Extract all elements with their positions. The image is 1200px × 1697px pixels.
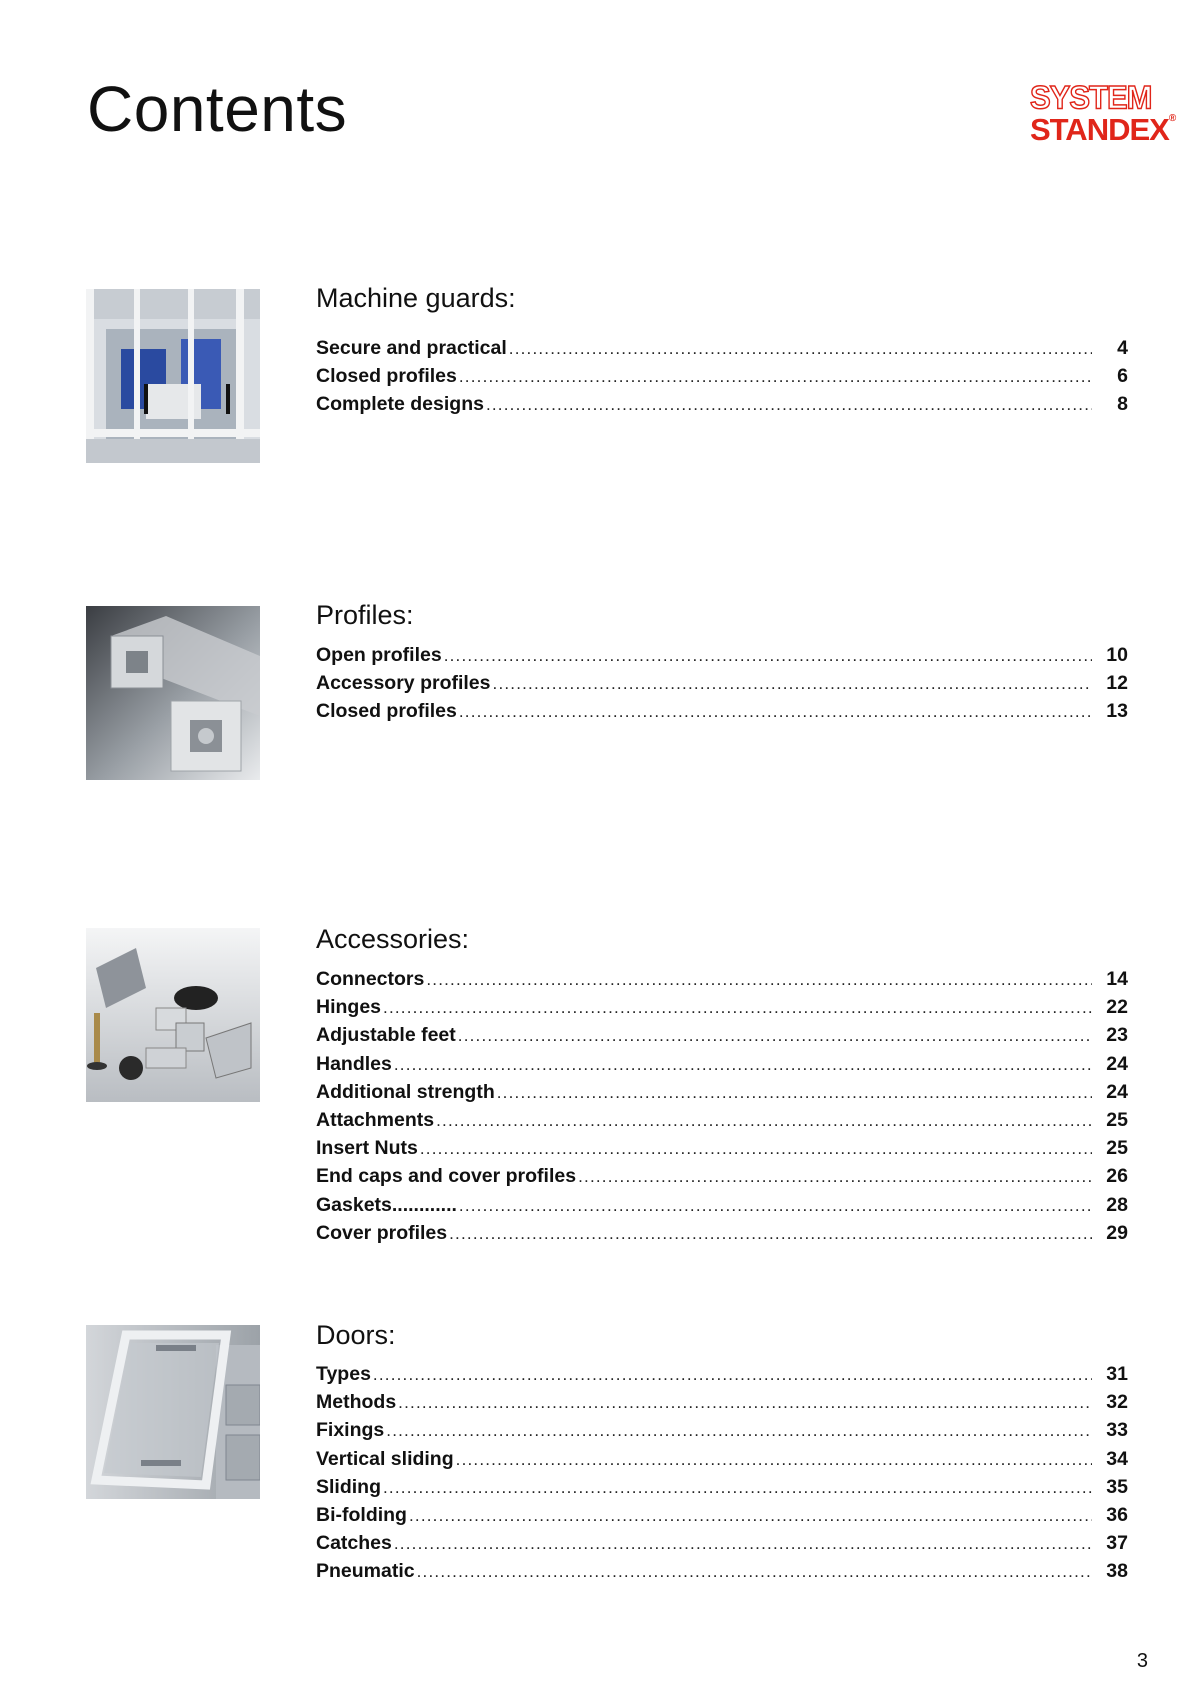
section-title: Accessories: — [316, 924, 470, 954]
toc-entry[interactable]: Pneumatic ..... 38 — [316, 1560, 1128, 1588]
toc-entry[interactable]: Additional strength ..... 24 — [316, 1081, 1128, 1109]
toc-entry[interactable]: Cover profiles ..... 29 — [316, 1222, 1128, 1250]
toc-entry[interactable]: Attachments ..... 25 — [316, 1109, 1128, 1137]
toc-list — [316, 968, 1128, 1250]
logo-line-1: SYSTEM — [1030, 79, 1152, 116]
page-title: Contents — [87, 73, 348, 145]
toc-entry[interactable]: Types ..... 31 — [316, 1363, 1128, 1391]
page-number: 3 — [1136, 1650, 1148, 1672]
section-title: Doors: — [316, 1320, 396, 1350]
toc-entry[interactable]: Methods ..... 32 — [316, 1391, 1128, 1419]
toc-entry[interactable]: Closed profiles ..... 13 — [316, 700, 1128, 728]
toc-entry[interactable]: Adjustable feet ..... 23 — [316, 1024, 1128, 1052]
toc-list — [316, 1363, 1128, 1589]
toc-entry[interactable]: Gaskets............ ..... 28 — [316, 1194, 1128, 1222]
system-standex-logo — [1030, 79, 1176, 147]
toc-entry[interactable]: Fixings ..... 33 — [316, 1419, 1128, 1447]
door-photo — [86, 1325, 260, 1499]
toc-entry[interactable]: Handles ..... 24 — [316, 1053, 1128, 1081]
toc-entry[interactable]: Hinges ..... 22 — [316, 996, 1128, 1024]
accessories-photo — [86, 928, 260, 1102]
toc-entry[interactable]: Vertical sliding ..... 34 — [316, 1448, 1128, 1476]
toc-entry[interactable]: End caps and cover profiles ..... 26 — [316, 1165, 1128, 1193]
section-title: Machine guards: — [316, 283, 516, 313]
toc-entry[interactable]: Insert Nuts ..... 25 — [316, 1137, 1128, 1165]
toc-list — [316, 644, 1128, 729]
toc-entry[interactable]: Open profiles ..... 10 — [316, 644, 1128, 672]
toc-list — [316, 337, 1128, 422]
toc-entry[interactable]: Connectors ..... 14 — [316, 968, 1128, 996]
toc-entry[interactable]: Closed profiles ..... 6 — [316, 365, 1128, 393]
section-title: Profiles: — [316, 600, 414, 630]
toc-entry[interactable]: Accessory profiles ..... 12 — [316, 672, 1128, 700]
toc-entry[interactable]: Bi-folding ..... 36 — [316, 1504, 1128, 1532]
toc-entry[interactable]: Secure and practical ..... 4 — [316, 337, 1128, 365]
machine-guard-photo — [86, 289, 260, 463]
toc-entry[interactable]: Catches ..... 37 — [316, 1532, 1128, 1560]
logo-line-2: STANDEX® — [1030, 112, 1176, 147]
aluminium-profile-photo — [86, 606, 260, 780]
toc-entry[interactable]: Sliding ..... 35 — [316, 1476, 1128, 1504]
toc-entry[interactable]: Complete designs ..... 8 — [316, 393, 1128, 421]
